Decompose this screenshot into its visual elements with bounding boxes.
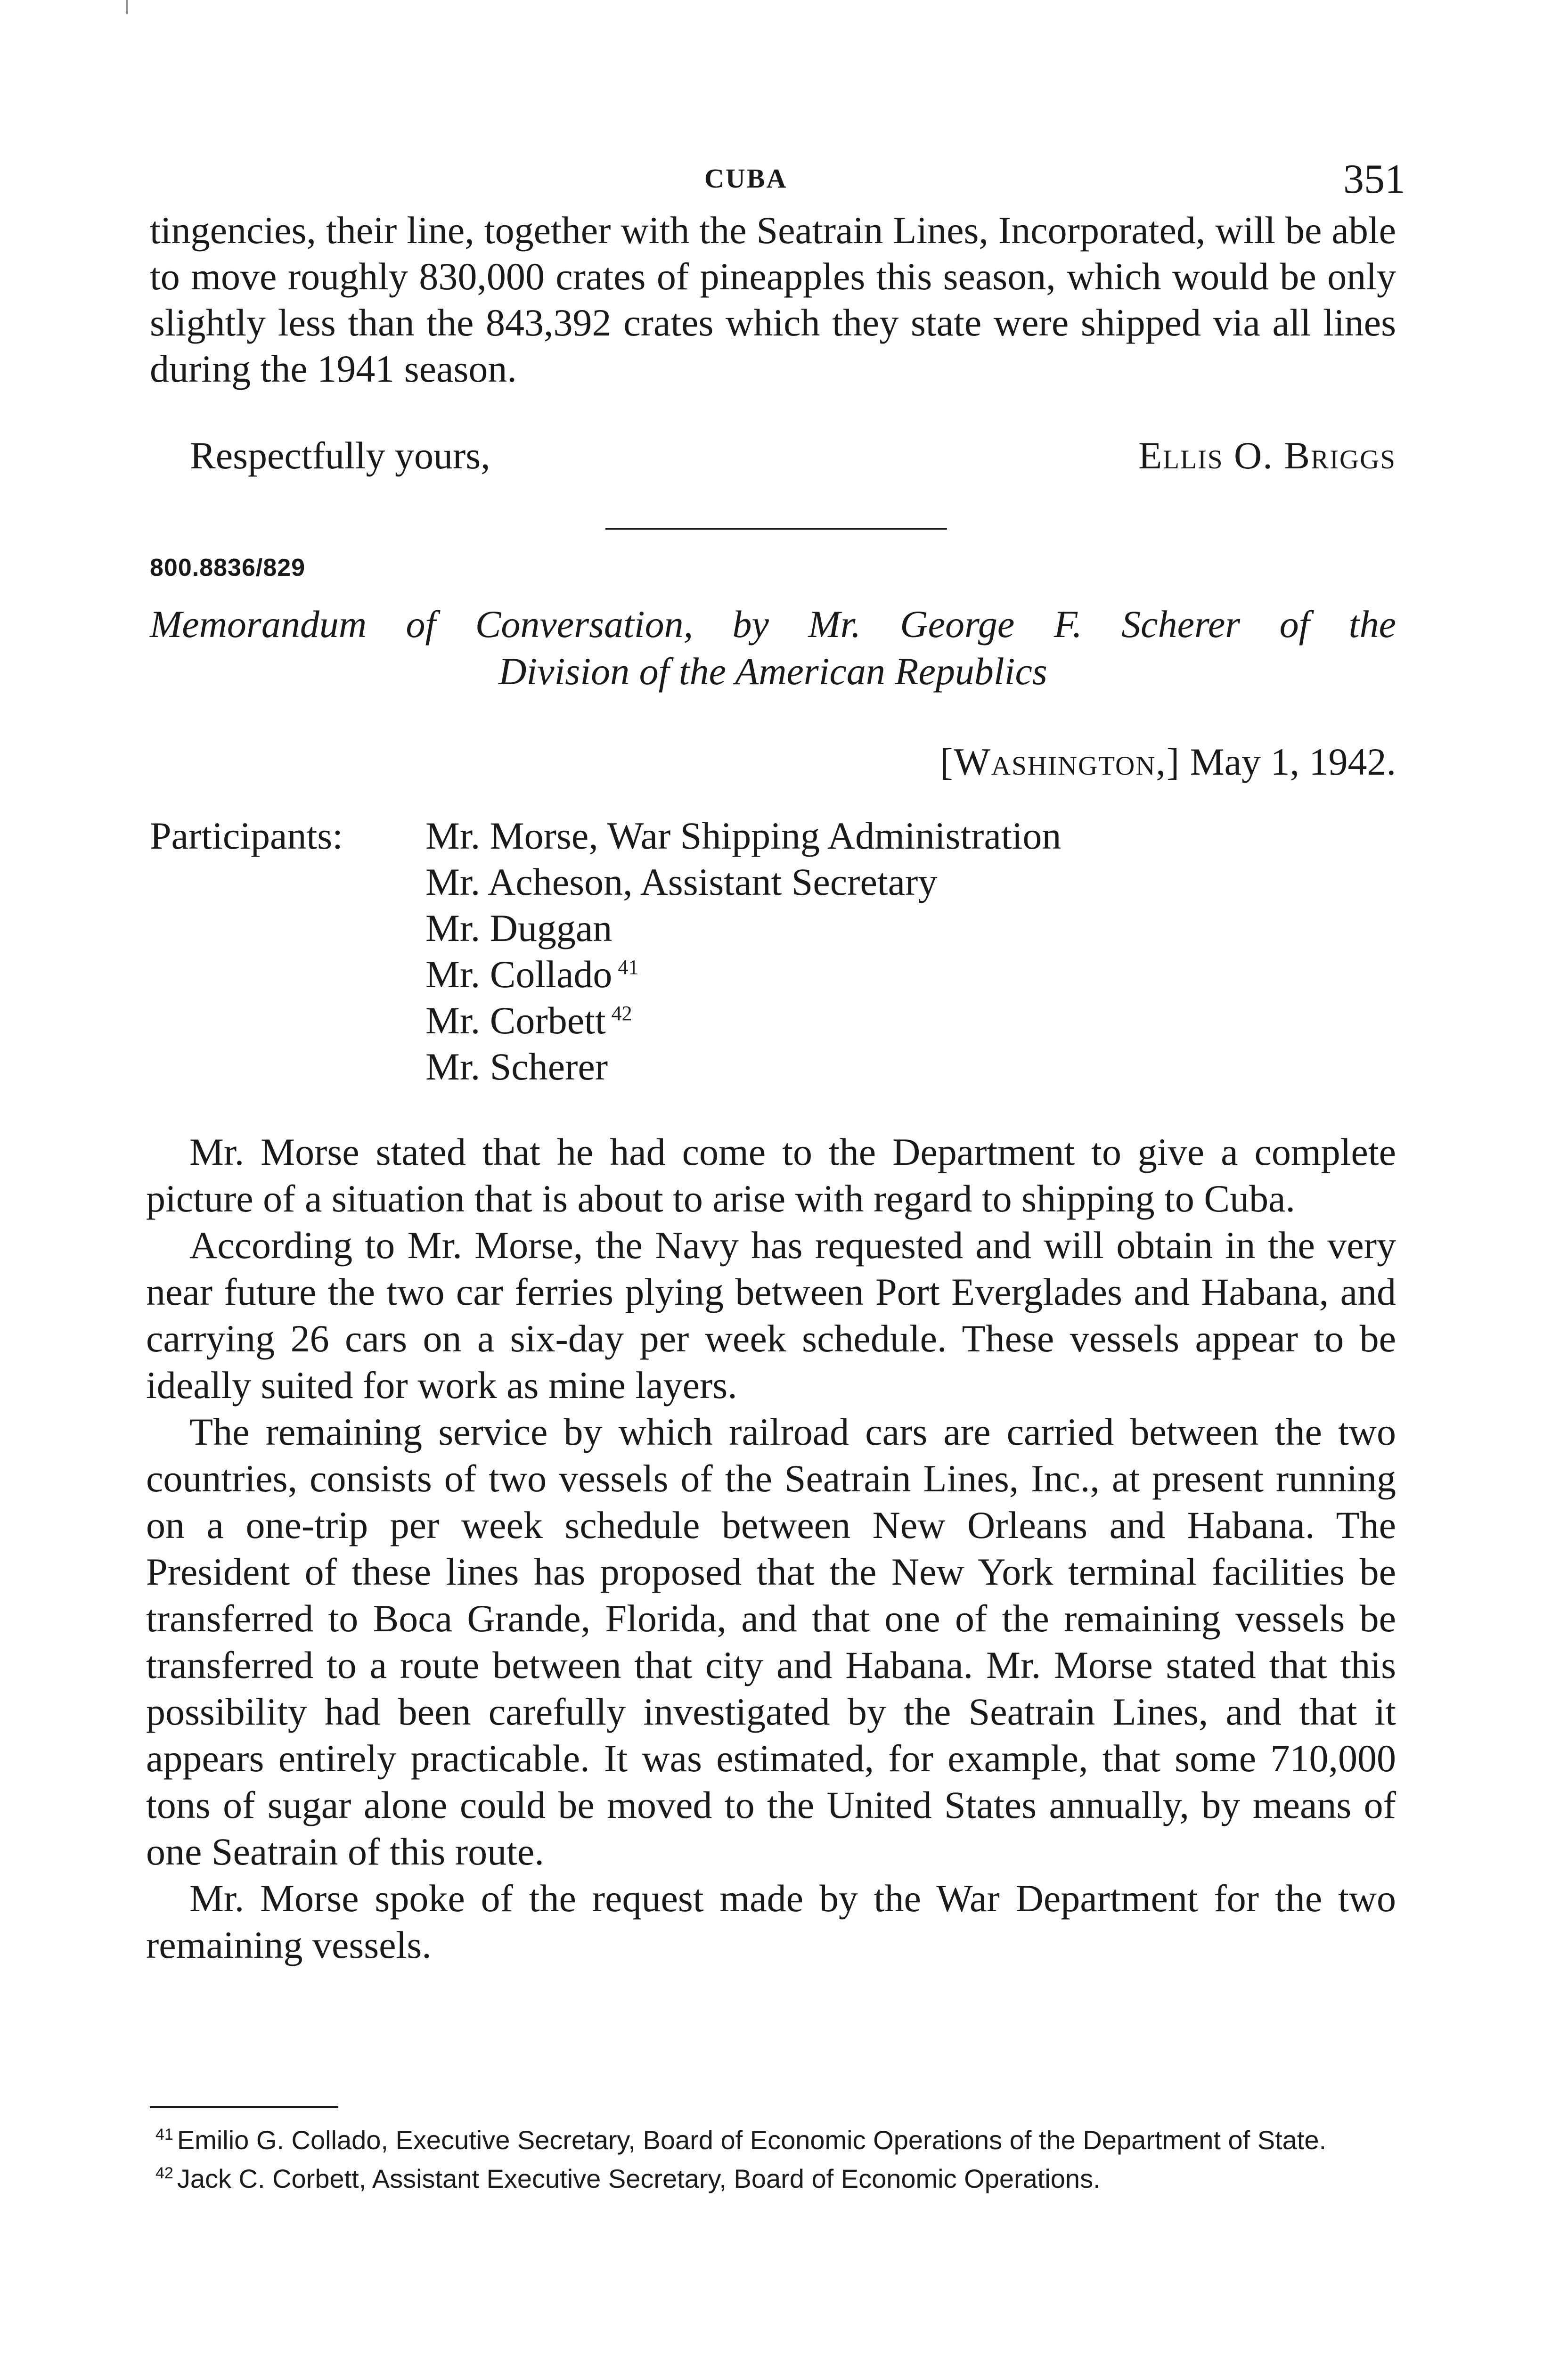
participant: Mr. Scherer (425, 1045, 608, 1088)
footnote (137, 2125, 1396, 2155)
footnote (137, 2164, 1396, 2194)
participants-list (425, 813, 1061, 1090)
body-paragraph: Mr. Morse stated that he had come to the Department to give a complete picture of a situation that is about to arise with regard to shipping to Cuba. (146, 1130, 1396, 1220)
dateline-date: May 1, 1942. (1190, 740, 1396, 783)
running-head: CUBA (704, 163, 788, 194)
footnote-text: Jack C. Corbett, Assistant Executive Secretary, Board of Economic Operations. (177, 2164, 1101, 2193)
participant: Mr. Corbett $^{42}$ (425, 999, 632, 1042)
footnote-mark: 41 (155, 2126, 173, 2144)
section-divider (605, 528, 947, 530)
page-number: 351 (1343, 156, 1405, 202)
footnote-divider (150, 2106, 338, 2108)
memo-title-line-2: Division of the American Republics (498, 650, 1047, 693)
body-paragraph: Mr. Morse spoke of the request made by the War Department for the two remaining vessels. (146, 1877, 1396, 1966)
footnote-text: Emilio G. Collado, Executive Secretary, Board of Economic Operations of the Department of State. (177, 2125, 1327, 2155)
participant: Mr. Duggan (425, 907, 612, 949)
letter-closing (150, 434, 1396, 481)
participant: Mr. Collado $^{41}$ (425, 953, 639, 996)
memo-title (150, 601, 1396, 695)
dateline-place: [Washington,] (940, 740, 1181, 783)
participant: Mr. Morse, War Shipping Administration (425, 814, 1062, 857)
footnote-mark: 42 (155, 2164, 173, 2183)
participants-label: Participants: (150, 814, 343, 857)
scan-edge-mark (126, 0, 128, 14)
continuation-paragraph (150, 207, 1396, 392)
continuation-text: tingencies, their line, together with the Seatrain Lines, Incorporated, will be able to move roughly 830,000 crates of pineapples this season, which would be only slightly less than the 843,392 crates which they state were shipped via all lines during the 1941 season. (150, 209, 1396, 390)
footnotes (137, 2125, 1396, 2202)
closing-phrase: Respectfully yours, (190, 434, 490, 477)
body-paragraph: The remaining service by which railroad cars are carried between the two countries, consists of two vessels of the Seatrain Lines, Inc., at present running on a one-trip per week schedule between New Orleans and Habana. The President of these lines has proposed that the New York terminal facilities be transferred to Boca Grande, Florida, and that one of the remaining vessels be transferred to a route between that city and Habana. Mr. Morse stated that this possibility had been carefully investigated by the Seatrain Lines, and that it appears entirely practicable. It was estimated, for example, that some 710,000 tons of sugar alone could be moved to the United States annually, by means of one Seatrain of this route. (146, 1410, 1396, 1873)
dateline (940, 740, 1396, 784)
participant: Mr. Acheson, Assistant Secretary (425, 860, 938, 903)
footnote-reference[interactable]: 42 (611, 1001, 632, 1025)
body-paragraph: According to Mr. Morse, the Navy has requested and will obtain in the very near future the two car ferries plying between Port Everglades and Habana, and carrying 26 cars on a six-day per week schedule. These vessels appear to be ideally suited for work as mine layers. (146, 1224, 1396, 1407)
file-number: 800.8836/829 (150, 554, 306, 581)
signature: Ellis O. Briggs (1138, 434, 1396, 477)
memo-body (146, 1129, 1396, 1968)
footnote-reference[interactable]: 41 (618, 955, 639, 979)
memo-title-line-1: Memorandum of Conversation, by Mr. George F. Scherer of the (150, 603, 1396, 646)
